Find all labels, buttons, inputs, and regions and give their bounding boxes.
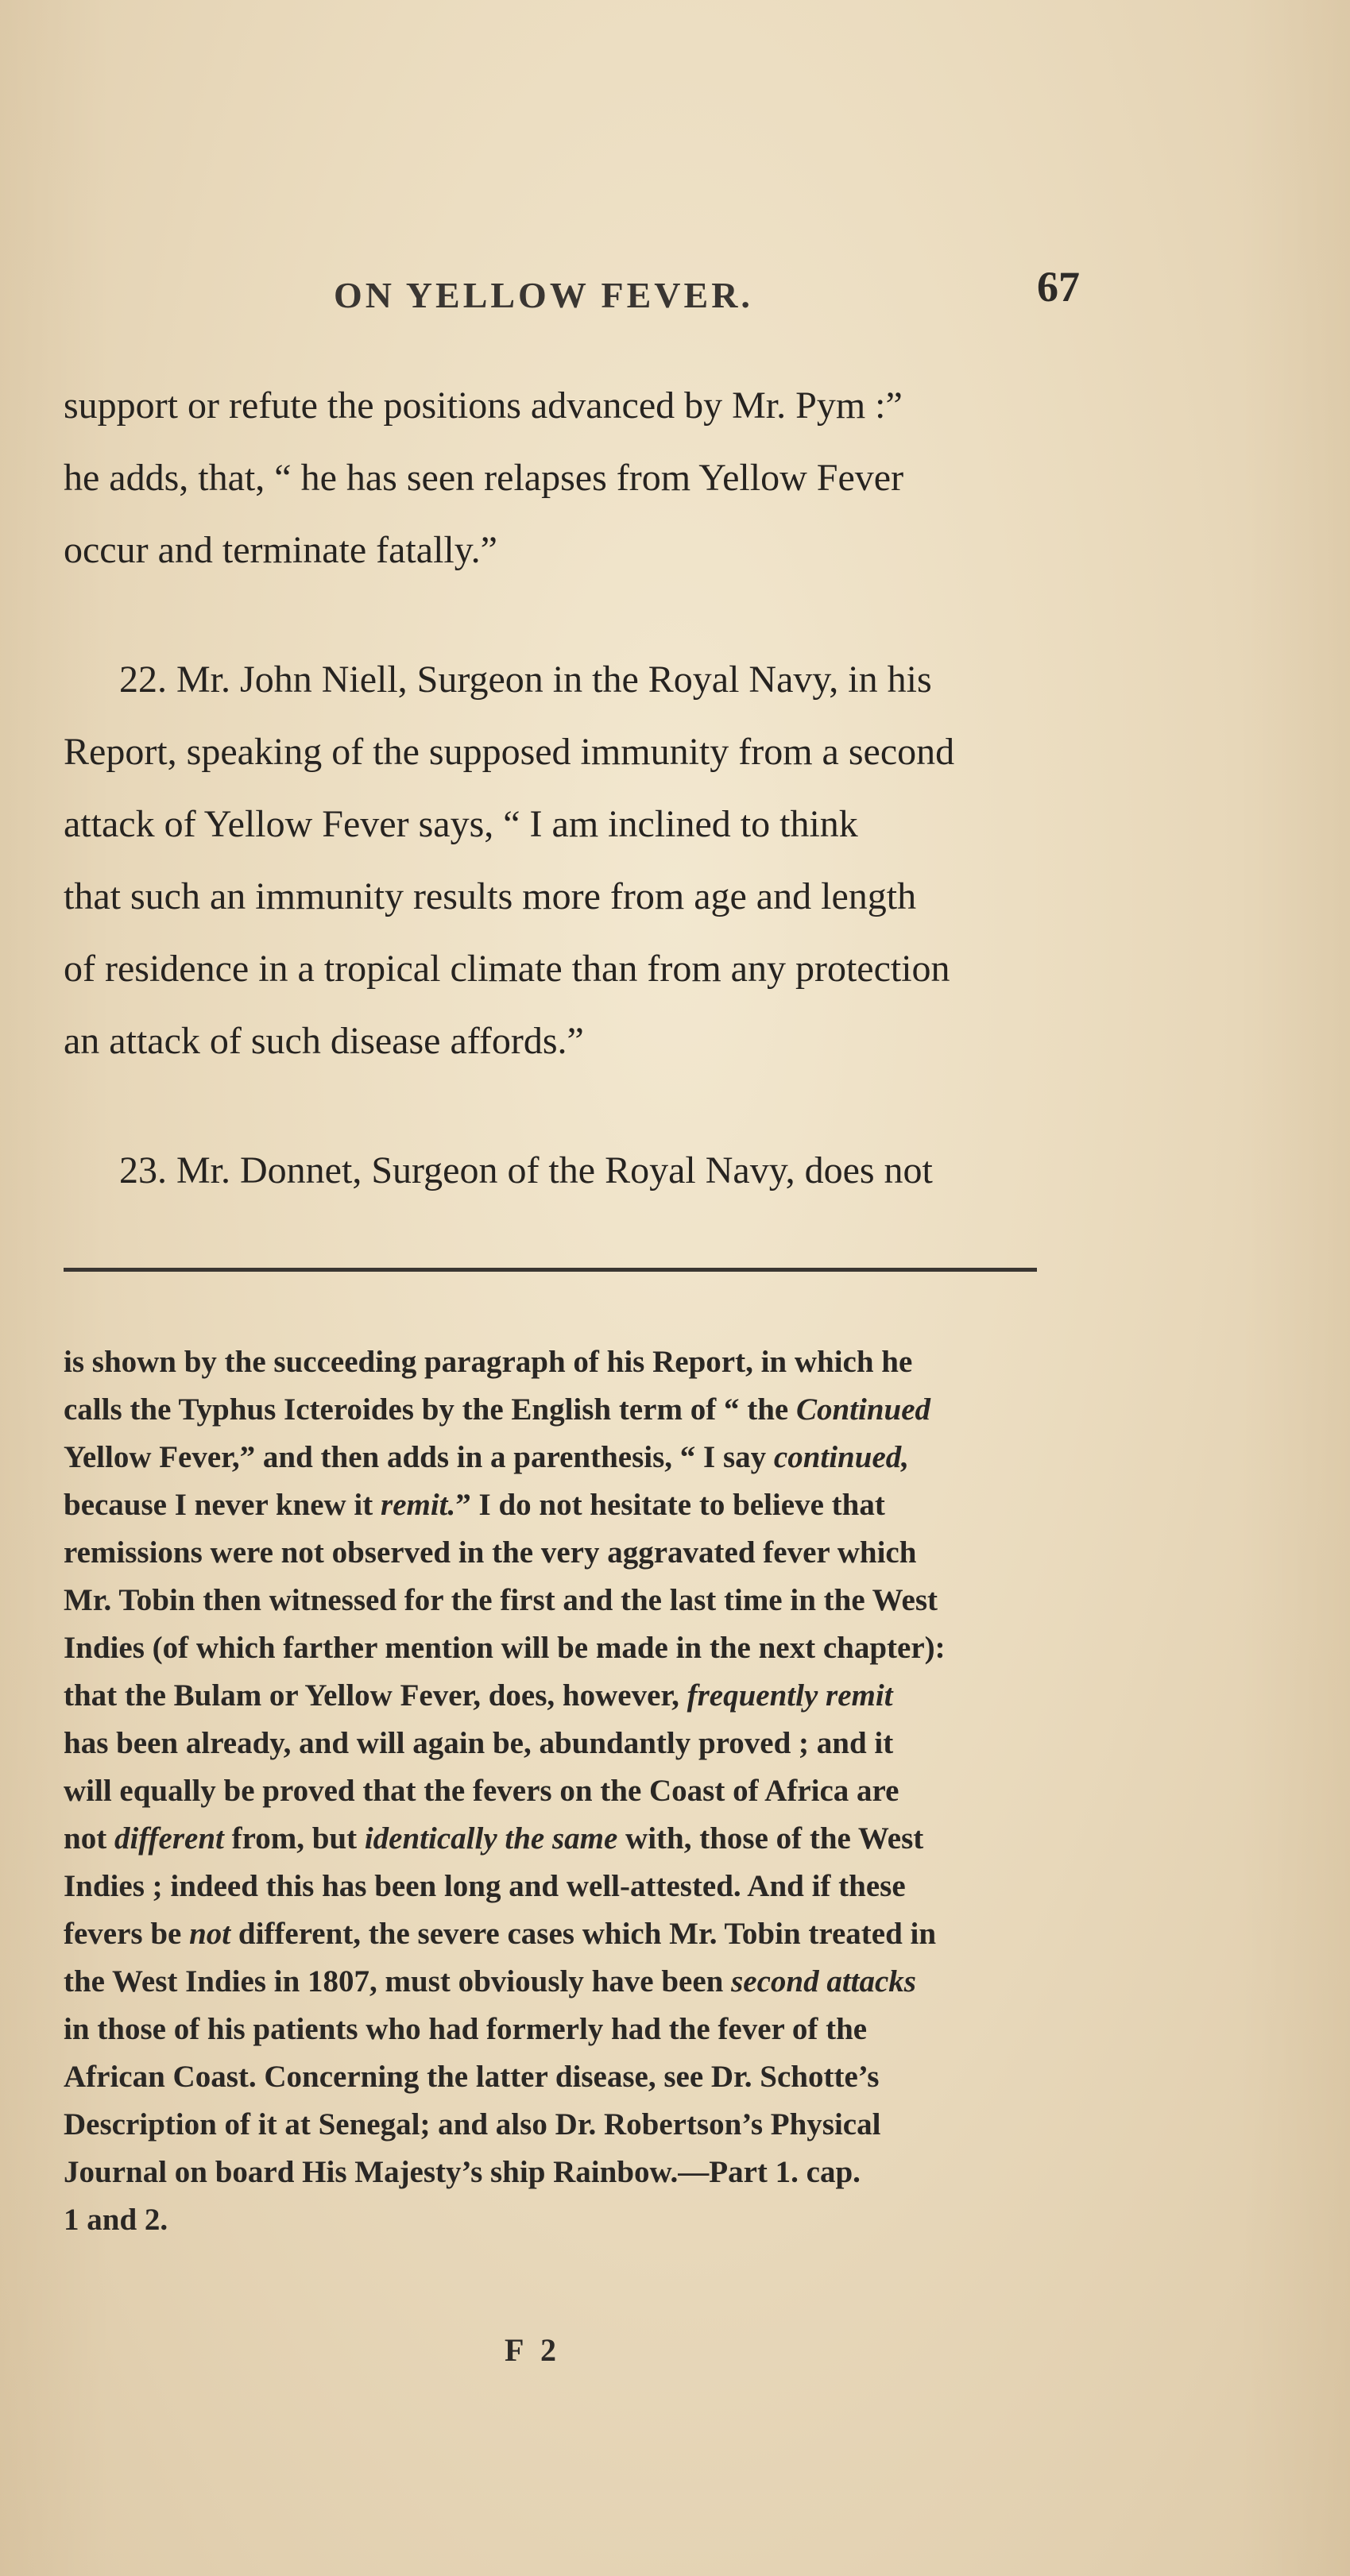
footnote-line [64,1910,1112,1958]
footnote-text: Yellow Fever,” and then adds in a parenthesis, “ I say [64,1440,774,1474]
footnote-line: 1 and 2. [64,2203,168,2237]
paragraph-gap [64,1077,1112,1134]
footnote-italic: different [114,1821,224,1856]
text-line: he adds, that, “ he has seen relapses from Yellow Fever [64,457,904,499]
footnote-line [64,1958,1112,2006]
footnote-line: Indies (of which farther mention will be made in the next chapter): [64,1631,946,1665]
footnote-text: the West Indies in 1807, must obviously have been [64,1964,732,1999]
footnote-line [64,1815,1112,1863]
footnote-text: different, the severe cases which Mr. Tobin treated in [230,1917,937,1951]
footnote-line: African Coast. Concerning the latter disease, see Dr. Schotte’s [64,2060,880,2094]
footnote-italic: second attacks [731,1964,916,1999]
text-line: Report, speaking of the supposed immunity from a second [64,731,955,773]
footnote-text: not [64,1821,114,1856]
footnote-line [64,1386,1112,1434]
footnote-text: that the Bulam or Yellow Fever, does, however, [64,1678,687,1713]
text-line: attack of Yellow Fever says, “ I am inclined to think [64,803,858,845]
footnote-text: because I never knew it [64,1488,381,1522]
footnote-line [64,1481,1112,1529]
footnote-line: in those of his patients who had formerly had the fever of the [64,2012,868,2046]
footnote-line [64,1672,1112,1720]
footnote-italic: not [189,1917,231,1951]
footnote-line [64,1434,1112,1481]
footnote-italic: continued, [773,1440,910,1474]
footnote-text: calls the Typhus Icteroides by the English term of “ the [64,1392,796,1427]
paragraph-23-start: 23. Mr. Donnet, Surgeon of the Royal Navy, does not [119,1149,933,1191]
text-line: support or refute the positions advanced by Mr. Pym :” [64,384,903,427]
footnote-rule [64,1268,1037,1272]
running-title: ON YELLOW FEVER. [334,275,753,315]
footnote-text: with, those of the West [617,1821,924,1856]
footnote [64,1338,1112,2244]
text-line: occur and terminate fatally.” [64,529,497,571]
main-text [64,369,1112,1207]
footnote-italic: frequently remit [687,1678,893,1713]
footnote-line: Journal on board His Majesty’s ship Rainbow.—Part 1. cap. [64,2155,861,2189]
footnote-text: from, but [223,1821,365,1856]
text-line: of residence in a tropical climate than from any protection [64,948,950,990]
footnote-line: Description of it at Senegal; and also Dr. Robertson’s Physical [64,2107,881,2142]
text-line: that such an immunity results more from age and length [64,875,917,917]
footnote-italic: identically the same [364,1821,618,1856]
text-line: an attack of such disease affords.” [64,1020,584,1062]
footnote-line: remissions were not observed in the very aggravated fever which [64,1535,917,1570]
footnote-line: is shown by the succeeding paragraph of his Report, in which he [64,1345,913,1379]
paragraph-gap [64,586,1112,643]
footnote-line: has been already, and will again be, abundantly proved ; and it [64,1726,894,1760]
paragraph-22-start: 22. Mr. John Niell, Surgeon in the Royal Navy, in his [119,658,932,701]
footnote-text: fevers be [64,1917,190,1951]
footnote-line: will equally be proved that the fevers on the Coast of Africa are [64,1774,899,1808]
footnote-text: ” I do not hesitate to believe that [455,1488,885,1522]
signature-mark: F 2 [505,2332,561,2368]
footnote-line: Mr. Tobin then witnessed for the first and the last time in the West [64,1583,938,1617]
footnote-line: Indies ; indeed this has been long and well-attested. And if these [64,1869,906,1903]
footnote-italic: remit. [381,1488,456,1522]
footnote-italic: Continued [795,1392,931,1427]
page-number: 67 [1037,263,1080,311]
